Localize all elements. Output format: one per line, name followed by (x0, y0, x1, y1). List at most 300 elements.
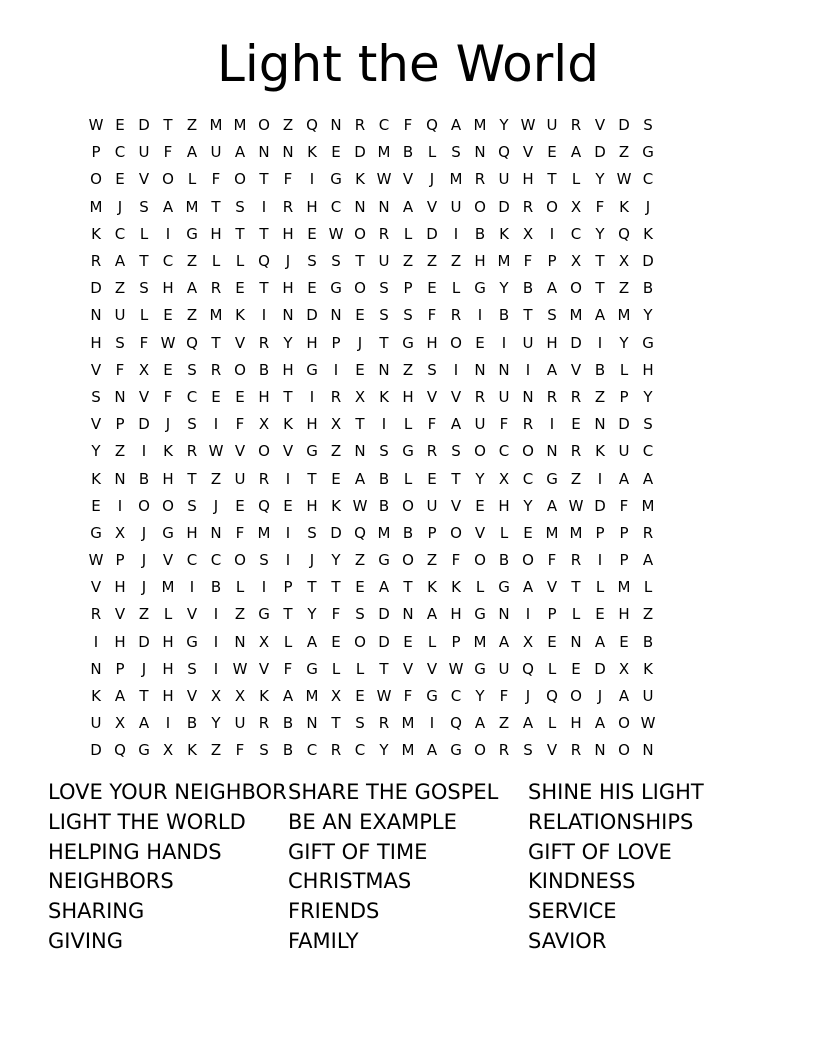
grid-letter[interactable]: K (355, 170, 365, 189)
grid-letter[interactable]: X (522, 224, 534, 243)
grid-letter[interactable]: M (569, 523, 583, 542)
grid-letter[interactable]: Z (234, 605, 246, 624)
grid-letter[interactable]: U (378, 252, 390, 271)
grid-letter[interactable]: Q (114, 741, 126, 760)
grid-letter[interactable]: P (91, 143, 101, 162)
grid-letter[interactable]: X (258, 632, 270, 651)
grid-letter[interactable]: P (619, 551, 629, 570)
grid-letter[interactable]: V (234, 442, 246, 461)
grid-letter[interactable]: R (378, 714, 390, 733)
grid-letter[interactable]: Q (354, 523, 366, 542)
grid-letter[interactable]: O (258, 442, 270, 461)
grid-letter[interactable]: T (451, 469, 461, 488)
grid-letter[interactable]: A (114, 687, 126, 706)
grid-letter[interactable]: Z (186, 306, 198, 325)
grid-letter[interactable]: L (283, 632, 293, 651)
grid-letter[interactable]: A (498, 632, 510, 651)
grid-letter[interactable]: Q (426, 116, 438, 135)
grid-letter[interactable]: L (427, 632, 437, 651)
grid-letter[interactable]: U (618, 442, 630, 461)
grid-letter[interactable]: L (235, 252, 245, 271)
grid-letter[interactable]: K (91, 224, 101, 243)
grid-letter[interactable]: T (331, 578, 341, 597)
grid-letter[interactable]: N (114, 469, 126, 488)
grid-letter[interactable]: H (546, 333, 558, 352)
grid-letter[interactable]: K (187, 741, 197, 760)
grid-letter[interactable]: V (546, 741, 558, 760)
grid-letter[interactable]: O (354, 279, 366, 298)
grid-letter[interactable]: F (331, 605, 341, 624)
grid-letter[interactable]: G (402, 442, 414, 461)
grid-letter[interactable]: O (546, 197, 558, 216)
grid-letter[interactable]: Q (498, 143, 510, 162)
grid-letter[interactable]: S (427, 360, 437, 379)
grid-letter[interactable]: T (355, 252, 365, 271)
grid-letter[interactable]: N (474, 143, 486, 162)
grid-letter[interactable]: E (235, 279, 245, 298)
grid-letter[interactable]: T (331, 714, 341, 733)
grid-letter[interactable]: P (619, 523, 629, 542)
grid-letter[interactable]: P (115, 659, 125, 678)
grid-letter[interactable]: Z (594, 387, 606, 406)
grid-letter[interactable]: R (570, 551, 582, 570)
grid-letter[interactable]: M (185, 197, 199, 216)
grid-letter[interactable]: A (450, 116, 462, 135)
grid-letter[interactable]: X (114, 714, 126, 733)
grid-letter[interactable]: C (642, 442, 654, 461)
grid-letter[interactable]: O (90, 170, 102, 189)
grid-letter[interactable]: I (501, 333, 507, 352)
grid-letter[interactable]: T (595, 252, 605, 271)
grid-letter[interactable]: V (138, 170, 150, 189)
grid-letter[interactable]: U (426, 496, 438, 515)
grid-letter[interactable]: D (594, 143, 606, 162)
grid-letter[interactable]: Q (450, 714, 462, 733)
grid-letter[interactable]: F (283, 659, 293, 678)
grid-letter[interactable]: J (285, 252, 291, 271)
grid-letter[interactable]: B (402, 143, 414, 162)
grid-letter[interactable]: D (138, 116, 150, 135)
grid-letter[interactable]: F (499, 415, 509, 434)
grid-letter[interactable]: Z (618, 279, 630, 298)
grid-letter[interactable]: Z (570, 469, 582, 488)
grid-letter[interactable]: Z (114, 279, 126, 298)
grid-letter[interactable]: G (90, 523, 102, 542)
grid-letter[interactable]: V (402, 170, 414, 189)
grid-letter[interactable]: D (90, 741, 102, 760)
grid-letter[interactable]: N (570, 632, 582, 651)
grid-letter[interactable]: M (473, 632, 487, 651)
grid-letter[interactable]: H (162, 659, 174, 678)
grid-letter[interactable]: L (451, 279, 461, 298)
grid-letter[interactable]: X (618, 252, 630, 271)
grid-letter[interactable]: U (498, 170, 510, 189)
grid-letter[interactable]: G (306, 659, 318, 678)
grid-letter[interactable]: A (546, 360, 558, 379)
grid-letter[interactable]: D (378, 632, 390, 651)
grid-letter[interactable]: H (474, 252, 486, 271)
grid-letter[interactable]: I (165, 714, 171, 733)
grid-letter[interactable]: O (354, 224, 366, 243)
grid-letter[interactable]: F (163, 387, 173, 406)
grid-letter[interactable]: R (258, 333, 270, 352)
grid-letter[interactable]: K (91, 469, 101, 488)
grid-letter[interactable]: B (474, 224, 486, 243)
grid-letter[interactable]: A (306, 632, 318, 651)
grid-letter[interactable]: U (474, 415, 486, 434)
grid-letter[interactable]: R (354, 116, 366, 135)
grid-letter[interactable]: O (474, 197, 486, 216)
grid-letter[interactable]: I (213, 605, 219, 624)
grid-letter[interactable]: M (449, 170, 463, 189)
grid-letter[interactable]: J (117, 197, 123, 216)
grid-letter[interactable]: K (619, 197, 629, 216)
grid-letter[interactable]: U (546, 116, 558, 135)
grid-letter[interactable]: B (186, 714, 198, 733)
grid-letter[interactable]: U (450, 197, 462, 216)
grid-letter[interactable]: J (141, 578, 147, 597)
grid-letter[interactable]: X (138, 360, 150, 379)
grid-letter[interactable]: L (547, 659, 557, 678)
grid-letter[interactable]: T (259, 170, 269, 189)
grid-letter[interactable]: Z (114, 442, 126, 461)
grid-letter[interactable]: L (211, 252, 221, 271)
grid-letter[interactable]: V (426, 659, 438, 678)
grid-letter[interactable]: V (594, 116, 606, 135)
grid-letter[interactable]: T (307, 469, 317, 488)
grid-letter[interactable]: E (307, 224, 317, 243)
grid-letter[interactable]: J (141, 659, 147, 678)
grid-letter[interactable]: H (162, 687, 174, 706)
grid-letter[interactable]: U (522, 333, 534, 352)
grid-letter[interactable]: G (474, 659, 486, 678)
grid-letter[interactable]: L (475, 578, 485, 597)
grid-letter[interactable]: C (330, 197, 342, 216)
grid-letter[interactable]: S (91, 387, 101, 406)
grid-letter[interactable]: M (401, 714, 415, 733)
grid-letter[interactable]: Z (498, 714, 510, 733)
grid-letter[interactable]: P (547, 252, 557, 271)
grid-letter[interactable]: G (378, 551, 390, 570)
grid-letter[interactable]: H (162, 279, 174, 298)
grid-letter[interactable]: O (570, 687, 582, 706)
grid-letter[interactable]: D (426, 224, 438, 243)
grid-letter[interactable]: W (160, 333, 176, 352)
grid-letter[interactable]: G (306, 360, 318, 379)
grid-letter[interactable]: D (594, 496, 606, 515)
grid-letter[interactable]: D (138, 415, 150, 434)
grid-letter[interactable]: Z (642, 605, 654, 624)
grid-letter[interactable]: I (261, 197, 267, 216)
grid-letter[interactable]: J (525, 687, 531, 706)
grid-letter[interactable]: R (546, 387, 558, 406)
grid-letter[interactable]: H (90, 333, 102, 352)
grid-letter[interactable]: L (163, 605, 173, 624)
grid-letter[interactable]: W (208, 442, 224, 461)
grid-letter[interactable]: Y (475, 469, 485, 488)
grid-letter[interactable]: N (90, 306, 102, 325)
grid-letter[interactable]: K (427, 578, 437, 597)
grid-letter[interactable]: S (403, 306, 413, 325)
grid-letter[interactable]: E (547, 632, 557, 651)
grid-letter[interactable]: N (594, 415, 606, 434)
grid-letter[interactable]: O (474, 551, 486, 570)
grid-letter[interactable]: S (187, 415, 197, 434)
grid-letter[interactable]: I (261, 578, 267, 597)
grid-letter[interactable]: A (546, 496, 558, 515)
grid-letter[interactable]: F (403, 687, 413, 706)
grid-letter[interactable]: N (378, 360, 390, 379)
grid-letter[interactable]: T (259, 224, 269, 243)
grid-letter[interactable]: H (618, 605, 630, 624)
grid-letter[interactable]: Y (499, 279, 509, 298)
grid-letter[interactable]: P (427, 523, 437, 542)
grid-letter[interactable]: O (474, 442, 486, 461)
grid-letter[interactable]: I (381, 415, 387, 434)
grid-letter[interactable]: K (499, 224, 509, 243)
grid-letter[interactable]: E (475, 333, 485, 352)
grid-letter[interactable]: V (234, 333, 246, 352)
grid-letter[interactable]: O (618, 741, 630, 760)
grid-letter[interactable]: H (282, 360, 294, 379)
grid-letter[interactable]: R (330, 387, 342, 406)
grid-letter[interactable]: R (90, 605, 102, 624)
grid-letter[interactable]: I (189, 578, 195, 597)
grid-letter[interactable]: L (187, 170, 197, 189)
grid-letter[interactable]: E (331, 143, 341, 162)
grid-letter[interactable]: B (282, 741, 294, 760)
grid-letter[interactable]: N (498, 605, 510, 624)
grid-letter[interactable]: Y (475, 687, 485, 706)
grid-letter[interactable]: S (307, 252, 317, 271)
grid-letter[interactable]: L (139, 224, 149, 243)
grid-letter[interactable]: T (139, 252, 149, 271)
grid-letter[interactable]: G (450, 741, 462, 760)
grid-letter[interactable]: S (259, 741, 269, 760)
grid-letter[interactable]: A (642, 469, 654, 488)
grid-letter[interactable]: W (448, 659, 464, 678)
grid-letter[interactable]: S (187, 659, 197, 678)
grid-letter[interactable]: B (522, 279, 534, 298)
grid-letter[interactable]: X (210, 687, 222, 706)
grid-letter[interactable]: Y (595, 170, 605, 189)
grid-letter[interactable]: B (282, 714, 294, 733)
grid-letter[interactable]: U (234, 714, 246, 733)
grid-letter[interactable]: R (522, 415, 534, 434)
grid-letter[interactable]: T (163, 116, 173, 135)
grid-letter[interactable]: W (88, 551, 104, 570)
grid-letter[interactable]: J (309, 551, 315, 570)
grid-letter[interactable]: P (331, 333, 341, 352)
grid-letter[interactable]: W (376, 687, 392, 706)
grid-letter[interactable]: Y (379, 741, 389, 760)
grid-letter[interactable]: R (186, 442, 198, 461)
grid-letter[interactable]: L (403, 469, 413, 488)
grid-letter[interactable]: S (355, 714, 365, 733)
grid-letter[interactable]: K (307, 143, 317, 162)
grid-letter[interactable]: B (594, 360, 606, 379)
grid-letter[interactable]: I (285, 469, 291, 488)
grid-letter[interactable]: D (618, 116, 630, 135)
grid-letter[interactable]: S (139, 279, 149, 298)
grid-letter[interactable]: E (163, 360, 173, 379)
grid-letter[interactable]: N (354, 442, 366, 461)
grid-letter[interactable]: H (522, 170, 534, 189)
grid-letter[interactable]: K (163, 442, 173, 461)
grid-letter[interactable]: P (547, 605, 557, 624)
grid-letter[interactable]: D (138, 632, 150, 651)
grid-letter[interactable]: G (402, 333, 414, 352)
grid-letter[interactable]: M (377, 523, 391, 542)
grid-letter[interactable]: E (355, 578, 365, 597)
grid-letter[interactable]: O (258, 116, 270, 135)
grid-letter[interactable]: M (545, 523, 559, 542)
grid-letter[interactable]: Y (283, 333, 293, 352)
grid-letter[interactable]: B (378, 469, 390, 488)
grid-letter[interactable]: A (570, 143, 582, 162)
grid-letter[interactable]: R (210, 360, 222, 379)
grid-letter[interactable]: T (547, 170, 557, 189)
grid-letter[interactable]: I (549, 415, 555, 434)
grid-letter[interactable]: I (597, 551, 603, 570)
grid-letter[interactable]: E (595, 605, 605, 624)
grid-letter[interactable]: C (450, 687, 462, 706)
grid-letter[interactable]: F (451, 551, 461, 570)
grid-letter[interactable]: G (330, 170, 342, 189)
grid-letter[interactable]: H (210, 224, 222, 243)
grid-letter[interactable]: S (259, 551, 269, 570)
grid-letter[interactable]: A (234, 143, 246, 162)
grid-letter[interactable]: I (213, 659, 219, 678)
grid-letter[interactable]: Z (402, 252, 414, 271)
grid-letter[interactable]: L (331, 659, 341, 678)
grid-letter[interactable]: Q (186, 333, 198, 352)
grid-letter[interactable]: S (379, 279, 389, 298)
grid-letter[interactable]: V (90, 415, 102, 434)
grid-letter[interactable]: M (617, 578, 631, 597)
grid-letter[interactable]: X (522, 632, 534, 651)
grid-letter[interactable]: F (139, 333, 149, 352)
grid-letter[interactable]: N (474, 360, 486, 379)
grid-letter[interactable]: M (377, 143, 391, 162)
grid-letter[interactable]: V (426, 197, 438, 216)
grid-letter[interactable]: N (234, 632, 246, 651)
grid-letter[interactable]: I (117, 496, 123, 515)
grid-letter[interactable]: R (90, 252, 102, 271)
grid-letter[interactable]: O (402, 551, 414, 570)
grid-letter[interactable]: X (618, 659, 630, 678)
grid-letter[interactable]: E (571, 415, 581, 434)
grid-letter[interactable]: I (525, 605, 531, 624)
grid-letter[interactable]: Z (402, 360, 414, 379)
grid-letter[interactable]: S (187, 496, 197, 515)
grid-letter[interactable]: O (354, 632, 366, 651)
grid-letter[interactable]: N (498, 360, 510, 379)
grid-letter[interactable]: V (282, 442, 294, 461)
grid-letter[interactable]: R (378, 224, 390, 243)
grid-letter[interactable]: B (210, 578, 222, 597)
grid-letter[interactable]: A (162, 197, 174, 216)
grid-letter[interactable]: X (498, 469, 510, 488)
grid-letter[interactable]: O (162, 496, 174, 515)
grid-letter[interactable]: K (643, 659, 653, 678)
grid-letter[interactable]: F (547, 551, 557, 570)
grid-letter[interactable]: A (546, 279, 558, 298)
grid-letter[interactable]: H (306, 197, 318, 216)
grid-letter[interactable]: V (474, 523, 486, 542)
grid-letter[interactable]: C (354, 741, 366, 760)
grid-letter[interactable]: I (213, 632, 219, 651)
grid-letter[interactable]: W (616, 170, 632, 189)
grid-letter[interactable]: H (258, 387, 270, 406)
grid-letter[interactable]: S (451, 143, 461, 162)
grid-letter[interactable]: C (570, 224, 582, 243)
grid-letter[interactable]: K (259, 687, 269, 706)
grid-letter[interactable]: K (643, 224, 653, 243)
grid-letter[interactable]: V (114, 605, 126, 624)
grid-letter[interactable]: M (497, 252, 511, 271)
grid-letter[interactable]: N (546, 442, 558, 461)
grid-letter[interactable]: N (402, 605, 414, 624)
grid-letter[interactable]: E (571, 659, 581, 678)
grid-letter[interactable]: K (283, 415, 293, 434)
grid-letter[interactable]: X (258, 415, 270, 434)
grid-letter[interactable]: K (379, 387, 389, 406)
grid-letter[interactable]: W (328, 224, 344, 243)
grid-letter[interactable]: D (498, 197, 510, 216)
grid-letter[interactable]: B (498, 306, 510, 325)
grid-letter[interactable]: Y (523, 496, 533, 515)
grid-letter[interactable]: L (619, 360, 629, 379)
grid-letter[interactable]: I (597, 333, 603, 352)
grid-letter[interactable]: X (330, 415, 342, 434)
grid-letter[interactable]: M (209, 116, 223, 135)
grid-letter[interactable]: D (570, 333, 582, 352)
grid-letter[interactable]: J (597, 687, 603, 706)
grid-letter[interactable]: V (450, 387, 462, 406)
grid-letter[interactable]: J (429, 170, 435, 189)
grid-letter[interactable]: C (186, 387, 198, 406)
grid-letter[interactable]: C (114, 143, 126, 162)
grid-letter[interactable]: E (331, 632, 341, 651)
grid-letter[interactable]: O (234, 551, 246, 570)
grid-letter[interactable]: N (114, 387, 126, 406)
grid-letter[interactable]: S (355, 605, 365, 624)
grid-letter[interactable]: U (498, 387, 510, 406)
grid-letter[interactable]: A (378, 578, 390, 597)
grid-letter[interactable]: C (162, 252, 174, 271)
grid-letter[interactable]: F (619, 496, 629, 515)
grid-letter[interactable]: T (571, 578, 581, 597)
grid-letter[interactable]: B (258, 360, 270, 379)
grid-letter[interactable]: E (115, 116, 125, 135)
grid-letter[interactable]: L (571, 605, 581, 624)
grid-letter[interactable]: F (163, 143, 173, 162)
grid-letter[interactable]: B (402, 523, 414, 542)
grid-letter[interactable]: K (451, 578, 461, 597)
grid-letter[interactable]: J (165, 415, 171, 434)
grid-letter[interactable]: V (426, 387, 438, 406)
grid-letter[interactable]: A (450, 415, 462, 434)
grid-letter[interactable]: G (474, 279, 486, 298)
grid-letter[interactable]: V (570, 360, 582, 379)
grid-letter[interactable]: F (595, 197, 605, 216)
grid-letter[interactable]: C (210, 551, 222, 570)
grid-letter[interactable]: Z (354, 551, 366, 570)
grid-letter[interactable]: M (305, 687, 319, 706)
grid-letter[interactable]: X (330, 687, 342, 706)
grid-letter[interactable]: U (90, 714, 102, 733)
